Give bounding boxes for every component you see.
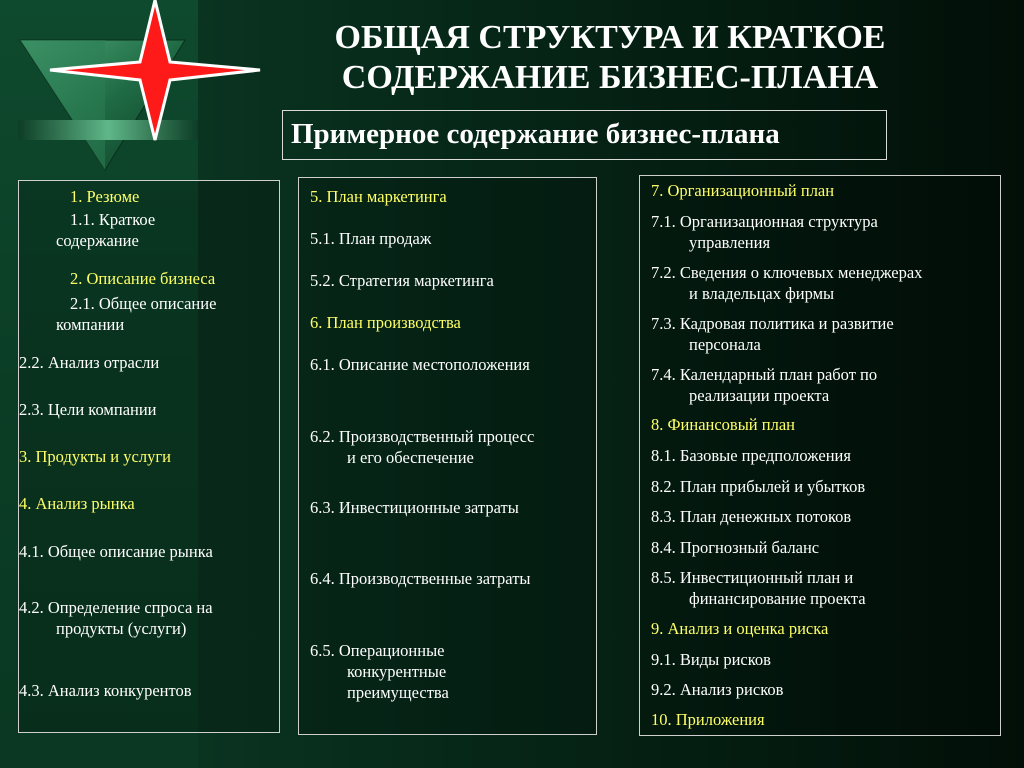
- subsection-item: реализации проекта: [689, 386, 830, 405]
- subsection-item: и его обеспечение: [347, 448, 474, 467]
- subsection-item: компании: [56, 315, 125, 334]
- subsection-item: 5.2. Стратегия маркетинга: [310, 271, 494, 290]
- subsection-item: 9.1. Виды рисков: [651, 650, 771, 669]
- title-line: ОБЩАЯ СТРУКТУРА И КРАТКОЕ: [334, 19, 886, 56]
- subsection-item: 4.3. Анализ конкурентов: [19, 681, 192, 700]
- subsection-item: и владельцах фирмы: [689, 284, 835, 303]
- subsection-item: 1.1. Краткое: [70, 210, 156, 229]
- subsection-item: персонала: [689, 335, 761, 354]
- subsection-item: управления: [689, 233, 771, 252]
- subsection-item: 6.4. Производственные затраты: [310, 569, 531, 588]
- subsection-item: 5.1. План продаж: [310, 229, 432, 248]
- subsection-item: 7.2. Сведения о ключевых менеджерах: [651, 263, 923, 282]
- subsection-item: финансирование проекта: [689, 589, 866, 608]
- section-heading: 10. Приложения: [651, 710, 765, 729]
- subsection-item: 6.1. Описание местоположения: [310, 355, 530, 374]
- subsection-item: 8.3. План денежных потоков: [651, 507, 852, 526]
- section-heading: 3. Продукты и услуги: [19, 447, 171, 466]
- subsection-item: 4.1. Общее описание рынка: [19, 542, 213, 561]
- section-heading: 1. Резюме: [70, 187, 140, 206]
- section-heading: 7. Организационный план: [651, 181, 835, 200]
- subsection-item: 4.2. Определение спроса на: [19, 598, 213, 617]
- subsection-item: 7.4. Календарный план работ по: [651, 365, 878, 384]
- subsection-item: 8.4. Прогнозный баланс: [651, 538, 820, 557]
- section-heading: 8. Финансовый план: [651, 415, 795, 434]
- section-heading: 2. Описание бизнеса: [70, 269, 216, 288]
- section-heading: 5. План маркетинга: [310, 187, 447, 206]
- section-heading: 6. План производства: [310, 313, 461, 332]
- page-title: [270, 18, 950, 98]
- section-heading: 4. Анализ рынка: [19, 494, 135, 513]
- subsection-item: 6.3. Инвестиционные затраты: [310, 498, 519, 517]
- subsection-item: 2.2. Анализ отрасли: [19, 353, 160, 372]
- subsection-item: 7.3. Кадровая политика и развитие: [651, 314, 894, 333]
- subsection-item: 6.2. Производственный процесс: [310, 427, 535, 446]
- section-heading: 9. Анализ и оценка риска: [651, 619, 829, 638]
- subsection-item: конкурентные: [347, 662, 447, 681]
- subsection-item: 7.1. Организационная структура: [651, 212, 878, 231]
- subsection-item: 8.2. План прибылей и убытков: [651, 477, 866, 496]
- subsection-item: содержание: [56, 231, 139, 250]
- subsection-item: 9.2. Анализ рисков: [651, 680, 784, 699]
- subsection-item: преимущества: [347, 683, 449, 702]
- red-star-on-green-pyramid-icon: [10, 0, 270, 175]
- subsection-item: 8.1. Базовые предположения: [651, 446, 851, 465]
- title-line: СОДЕРЖАНИЕ БИЗНЕС-ПЛАНА: [341, 59, 879, 96]
- subsection-item: 6.5. Операционные: [310, 641, 445, 660]
- subtitle: Примерное содержание бизнес-плана: [291, 118, 780, 150]
- subsection-item: продукты (услуги): [56, 619, 187, 638]
- subsection-item: 2.3. Цели компании: [19, 400, 157, 419]
- subsection-item: 2.1. Общее описание: [70, 294, 217, 313]
- subsection-item: 8.5. Инвестиционный план и: [651, 568, 854, 587]
